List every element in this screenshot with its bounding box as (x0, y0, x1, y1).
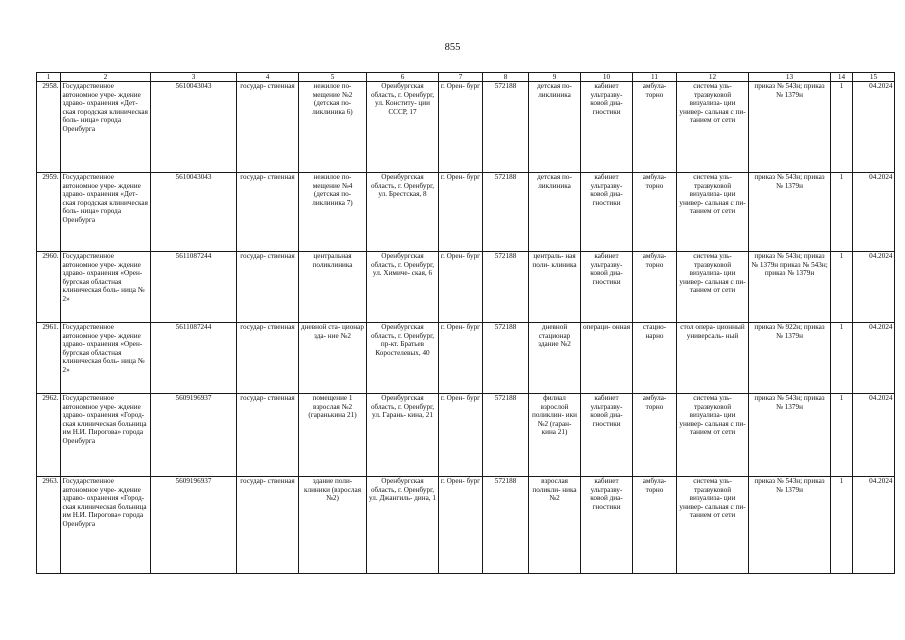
cell-row-number: 2963. (37, 477, 61, 574)
cell-inn: 5610043043 (151, 173, 237, 252)
cell-premises: здание поли- клиники (взрослая №2) (299, 477, 367, 574)
cell-date: 04.2024 (853, 252, 895, 323)
cell-premises: нежилое по- мещение №4 (детская по- ликлиника 7) (299, 173, 367, 252)
cell-quantity: 1 (831, 252, 853, 323)
cell-inn: 5611087244 (151, 323, 237, 394)
cell-row-number: 2961. (37, 323, 61, 394)
cell-premises: нежилое по- мещение №2 (детская по- ликлиника 6) (299, 82, 367, 173)
column-number-row (37, 73, 895, 82)
cell-date: 04.2024 (853, 173, 895, 252)
cell-city: г. Орен- бург (439, 477, 483, 574)
cell-unit: филиал взрослой поликлин- ики №2 (гаран- кина 21) (529, 394, 581, 477)
cell-mode: амбула- торно (633, 394, 677, 477)
cell-quantity: 1 (831, 173, 853, 252)
cell-ownership: государ- ственная (237, 252, 299, 323)
column-header: 5 (299, 73, 367, 82)
cell-address: Оренбургская область, г. Оренбург, ул. Гарань- кина, 21 (367, 394, 439, 477)
cell-room: кабинет ультразву- ковой диа- гностики (581, 252, 633, 323)
cell-room: операци- онная (581, 323, 633, 394)
cell-inn: 5609196937 (151, 477, 237, 574)
cell-organization: Государственное автономное учре- ждение здраво- охранения «Город- ская клиническая больница им Н.И. Пирогова» города Оренбурга (61, 477, 151, 574)
cell-organization: Государственное автономное учре- ждение здраво- охранения «Дет- ская городская клиническая боль- ница» города Оренбурга (61, 173, 151, 252)
cell-mode: амбула- торно (633, 82, 677, 173)
page-number: 855 (444, 42, 461, 53)
cell-city: г. Орен- бург (439, 82, 483, 173)
cell-mode: амбула- торно (633, 252, 677, 323)
cell-organization: Государственное автономное учре- ждение здраво- охранения «Орен- бургская областная клиническая боль- ница № 2» (61, 323, 151, 394)
cell-row-number: 2962. (37, 394, 61, 477)
cell-ownership: государ- ственная (237, 173, 299, 252)
column-header: 11 (633, 73, 677, 82)
cell-equipment: система уль- тразвуковой визуализа- ции универ- сальная с пи- танием от сети (677, 477, 749, 574)
column-header: 14 (831, 73, 853, 82)
cell-ownership: государ- ственная (237, 477, 299, 574)
cell-ownership: государ- ственная (237, 82, 299, 173)
cell-address: Оренбургская область, г. Оренбург, ул. Химиче- ская, 6 (367, 252, 439, 323)
cell-oktmo: 572188 (483, 252, 529, 323)
cell-oktmo: 572188 (483, 477, 529, 574)
cell-organization: Государственное автономное учре- ждение здраво- охранения «Город- ская клиническая больница им Н.И. Пирогова» города Оренбурга (61, 394, 151, 477)
cell-ownership: государ- ственная (237, 323, 299, 394)
cell-date: 04.2024 (853, 394, 895, 477)
cell-city: г. Орен- бург (439, 173, 483, 252)
table-row (37, 394, 895, 477)
cell-inn: 5611087244 (151, 252, 237, 323)
cell-organization: Государственное автономное учре- ждение здраво- охранения «Дет- ская городская клиническая боль- ница» города Оренбурга (61, 82, 151, 173)
cell-room: кабинет ультразву- ковой диа- гностики (581, 173, 633, 252)
column-header: 6 (367, 73, 439, 82)
table-row (37, 252, 895, 323)
cell-mode: амбула- торно (633, 477, 677, 574)
cell-row-number: 2959. (37, 173, 61, 252)
cell-equipment: система уль- тразвуковой визуализа- ции универ- сальная с пи- танием от сети (677, 394, 749, 477)
cell-order: приказ № 543н; приказ № 1379н приказ № 543н; приказ № 1379н (749, 252, 831, 323)
cell-date: 04.2024 (853, 323, 895, 394)
cell-row-number: 2960. (37, 252, 61, 323)
cell-order: приказ № 543н; приказ № 1379н (749, 477, 831, 574)
cell-oktmo: 572188 (483, 323, 529, 394)
cell-address: Оренбургская область, г. Оренбург, ул. Конститу- ции СССР, 17 (367, 82, 439, 173)
column-header: 15 (853, 73, 895, 82)
cell-organization: Государственное автономное учре- ждение здраво- охранения «Орен- бургская областная клиническая боль- ница № 2» (61, 252, 151, 323)
cell-unit: детская по- ликлиника (529, 173, 581, 252)
cell-equipment: стол опера- ционный универсаль- ный (677, 323, 749, 394)
cell-room: кабинет ультразву- ковой диа- гностики (581, 477, 633, 574)
column-header: 2 (61, 73, 151, 82)
cell-equipment: система уль- тразвуковой визуализа- ции универ- сальная с пи- танием от сети (677, 252, 749, 323)
cell-order: приказ № 922н; приказ № 1379н (749, 323, 831, 394)
cell-order: приказ № 543н; приказ № 1379н (749, 394, 831, 477)
cell-unit: дневной стационар здание №2 (529, 323, 581, 394)
cell-oktmo: 572188 (483, 173, 529, 252)
cell-city: г. Орен- бург (439, 394, 483, 477)
cell-row-number: 2958. (37, 82, 61, 173)
column-header: 7 (439, 73, 483, 82)
cell-date: 04.2024 (853, 477, 895, 574)
table-row (37, 173, 895, 252)
cell-order: приказ № 543н; приказ № 1379н (749, 82, 831, 173)
cell-premises: помещение 1 взрослая №2 (гаранькина 21) (299, 394, 367, 477)
column-header: 12 (677, 73, 749, 82)
cell-unit: взрослая поликли- ника №2 (529, 477, 581, 574)
cell-city: г. Орен- бург (439, 252, 483, 323)
cell-premises: дневной ста- ционар зда- ние №2 (299, 323, 367, 394)
cell-inn: 5609196937 (151, 394, 237, 477)
cell-unit: детская по- ликлиника (529, 82, 581, 173)
table-row (37, 477, 895, 574)
cell-address: Оренбургская область, г. Оренбург, ул. Брестская, 8 (367, 173, 439, 252)
cell-mode: амбула- торно (633, 173, 677, 252)
cell-date: 04.2024 (853, 82, 895, 173)
cell-quantity: 1 (831, 477, 853, 574)
cell-equipment: система уль- тразвуковой визуализа- ции универ- сальная с пи- танием от сети (677, 82, 749, 173)
cell-equipment: система уль- тразвуковой визуализа- ции универ- сальная с пи- танием от сети (677, 173, 749, 252)
cell-inn: 5610043043 (151, 82, 237, 173)
cell-address: Оренбургская область, г. Оренбург, ул. Джангиль- дина, 1 (367, 477, 439, 574)
cell-premises: центральная поликлиника (299, 252, 367, 323)
column-header: 9 (529, 73, 581, 82)
cell-room: кабинет ультразву- ковой диа- гностики (581, 394, 633, 477)
cell-order: приказ № 543н; приказ № 1379н (749, 173, 831, 252)
registry-table (36, 72, 895, 574)
column-header: 3 (151, 73, 237, 82)
cell-mode: стацио- нарно (633, 323, 677, 394)
column-header: 13 (749, 73, 831, 82)
cell-quantity: 1 (831, 323, 853, 394)
cell-unit: централь- ная поли- клиника (529, 252, 581, 323)
cell-address: Оренбургская область, г. Оренбург, пр-кт. Братьев Коростелевых, 40 (367, 323, 439, 394)
table-row (37, 82, 895, 173)
cell-ownership: государ- ственная (237, 394, 299, 477)
cell-quantity: 1 (831, 82, 853, 173)
column-header: 10 (581, 73, 633, 82)
column-header: 1 (37, 73, 61, 82)
cell-room: кабинет ультразву- ковой диа- гностики (581, 82, 633, 173)
column-header: 4 (237, 73, 299, 82)
cell-oktmo: 572188 (483, 394, 529, 477)
cell-quantity: 1 (831, 394, 853, 477)
cell-oktmo: 572188 (483, 82, 529, 173)
table-row (37, 323, 895, 394)
column-header: 8 (483, 73, 529, 82)
cell-city: г. Орен- бург (439, 323, 483, 394)
